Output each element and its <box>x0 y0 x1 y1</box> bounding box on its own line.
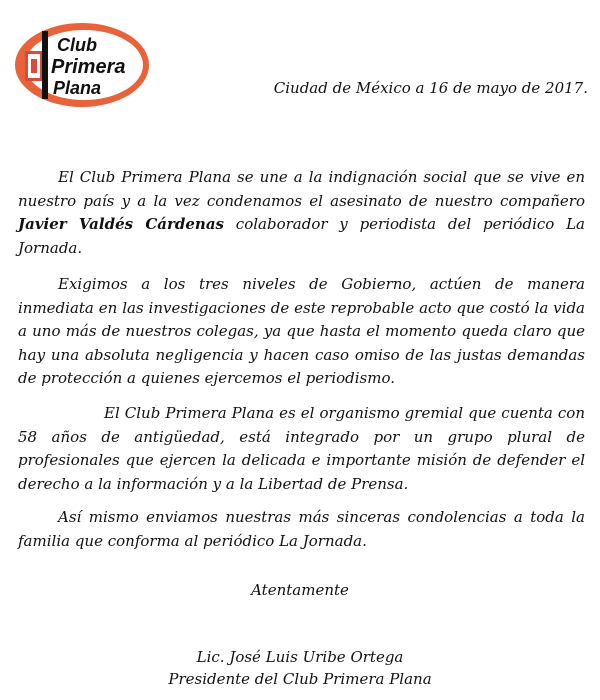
paragraph-about-club: El Club Primera Plana es el organismo gremial que cuenta con 58 años de antigüedad, está integrado por un grupo plural de profesionales que ejercen la delicada e importante misión de defender el derecho a la información y a la Libertad de Prensa. <box>18 404 585 493</box>
logo-text-club: Club <box>57 35 97 55</box>
paragraph-demands: Exigimos a los tres niveles de Gobierno, actúen de manera inmediata en las investigaciones de este reprobable acto que costó la vida a uno más de nuestros colegas, ya que hasta el momento queda claro que hay una absoluta negligencia y hacen caso omiso de las justas demandas de protección a quienes ejercemos el periodismo. <box>18 275 585 387</box>
paragraph-condemnation <box>18 166 585 260</box>
closing-salutation: Atentamente <box>251 581 349 599</box>
victim-name: Javier Valdés Cárdenas <box>18 215 224 233</box>
logo-text-plana: Plana <box>53 78 102 98</box>
club-primera-plana-logo <box>13 21 151 109</box>
letter-date: Ciudad de México a 16 de mayo de 2017. <box>273 79 588 97</box>
paragraph-1-text-a: El Club Primera Plana se une a la indignación social que se vive en nuestro país y a la vez condenamos el asesinato de nuestro compañero <box>18 168 585 210</box>
signatory-title: Presidente del Club Primera Plana <box>168 670 432 688</box>
signatory-name: Lic. José Luis Uribe Ortega <box>196 648 404 666</box>
paragraph-condolences: Así mismo enviamos nuestras más sinceras condolencias a toda la familia que conforma al periódico La Jornada. <box>18 508 585 550</box>
paragraph-1-text-b: colaborador y periodista del periódico La Jornada. <box>18 215 585 257</box>
logo-text-primera: Primera <box>51 56 126 78</box>
